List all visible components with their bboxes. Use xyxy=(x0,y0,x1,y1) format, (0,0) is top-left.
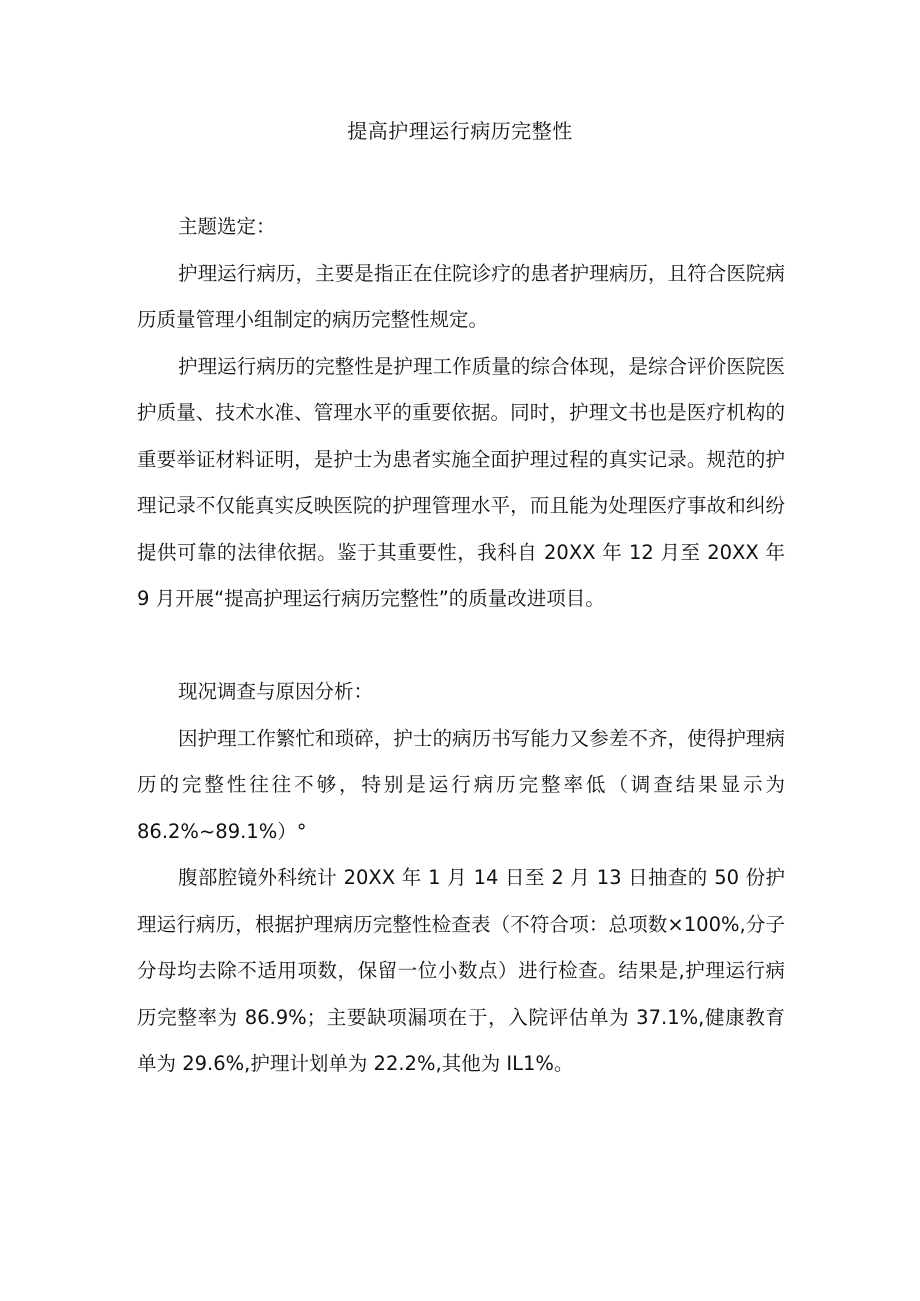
paragraph: 护理运行病历，主要是指正在住院诊疗的患者护理病历，且符合医院病历质量管理小组制定的病历完整性规定。 xyxy=(137,261,785,331)
document-body xyxy=(137,204,785,1088)
paragraph: 因护理工作繁忙和琐碎，护士的病历书写能力又参差不齐，使得护理病历的完整性往往不够，特别是运行病历完整率低（调查结果显示为 86.2%~89.1%）° xyxy=(137,726,785,843)
section-current-status-analysis xyxy=(137,669,785,1088)
document-title: 提高护理运行病历完整性 xyxy=(347,119,573,143)
section-heading: 现况调查与原因分析： xyxy=(178,680,374,703)
section-topic-selection xyxy=(137,204,785,623)
section-heading: 主题选定： xyxy=(178,215,276,238)
section-spacer xyxy=(137,623,785,670)
paragraph: 腹部腔镜外科统计 20XX 年 1 月 14 日至 2 月 13 日抽查的 50 份护理运行病历，根据护理病历完整性检查表（不符合项：总项数×100%,分子分母均去除不适用项数，保留一位小数点）进行检查。结果是,护理运行病历完整率为 86.9%；主要缺项漏项在于，入院评估单为 37.1%,健康教育单为 29.6%,护理计划单为 22.2%,其他为 IL1%。 xyxy=(137,866,785,1075)
paragraph: 护理运行病历的完整性是护理工作质量的综合体现，是综合评价医院医护质量、技术水准、管理水平的重要依据。同时，护理文书也是医疗机构的重要举证材料证明，是护士为患者实施全面护理过程的真实记录。规范的护理记录不仅能真实反映医院的护理管理水平，而且能为处理医疗事故和纠纷提供可靠的法律依据。鉴于其重要性，我科自 20XX 年 12 月至 20XX 年 9 月开展“提高护理运行病历完整性”的质量改进项目。 xyxy=(137,354,785,610)
